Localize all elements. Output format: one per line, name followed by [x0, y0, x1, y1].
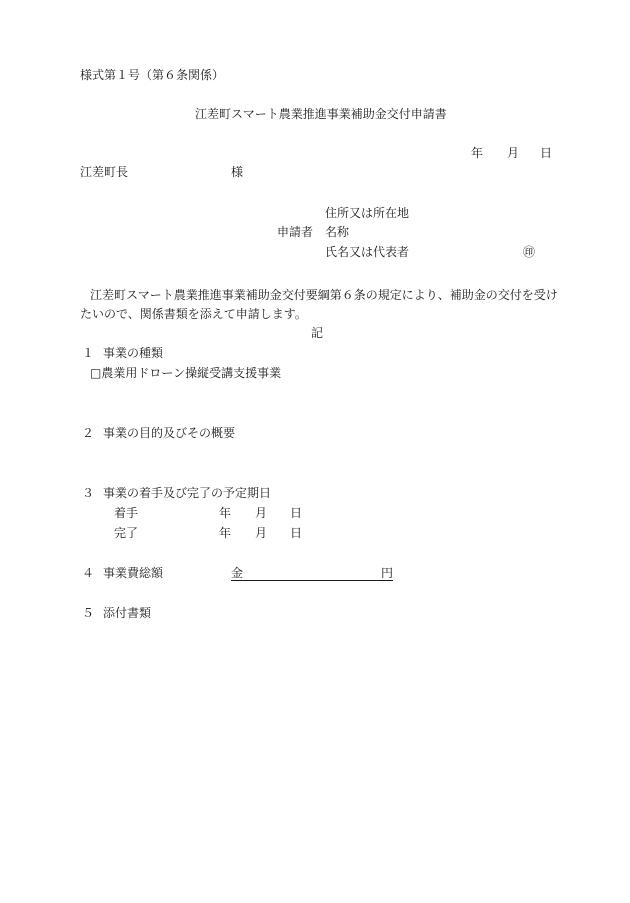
end-day-label: 日 — [290, 526, 303, 540]
addressee-honorific: 様 — [231, 165, 244, 179]
representative-label: 氏名又は代表者 — [325, 245, 410, 259]
date-month-label: 月 — [507, 146, 520, 160]
section-2-title: 事業の目的及びその概要 — [103, 426, 236, 440]
section-1-number: １ — [82, 346, 95, 360]
amount-underline — [231, 580, 393, 581]
seal-mark: ㊞ — [523, 245, 536, 259]
section-5-number: ５ — [82, 606, 95, 620]
page-title: 江差町スマート農業推進事業補助金交付申請書 — [195, 107, 447, 121]
start-month-label: 月 — [255, 506, 268, 520]
section-4-title: 事業費総額 — [103, 566, 164, 580]
end-year-label: 年 — [219, 526, 232, 540]
date-day-label: 日 — [540, 146, 553, 160]
section-3-number: ３ — [82, 486, 95, 500]
name-label: 名称 — [325, 225, 350, 239]
body-text-line-2: たいので、関係書類を添えて申請します。 — [80, 307, 307, 321]
amount-prefix: 金 — [231, 566, 244, 580]
address-label: 住所又は所在地 — [325, 206, 410, 220]
addressee-name: 江差町長 — [80, 165, 129, 179]
amount-suffix: 円 — [381, 566, 394, 580]
body-text-line-1: 江差町スマート農業推進事業補助金交付要綱第６条の規定により、補助金の交付を受け — [90, 288, 558, 302]
section-1-title: 事業の種類 — [103, 346, 164, 360]
start-label: 着手 — [114, 506, 139, 520]
section-3-title: 事業の着手及び完了の予定期日 — [103, 486, 272, 500]
start-day-label: 日 — [290, 506, 303, 520]
ki-heading: 記 — [311, 326, 324, 340]
start-year-label: 年 — [219, 506, 232, 520]
applicant-label: 申請者 — [277, 225, 314, 239]
section-2-number: ２ — [82, 426, 95, 440]
end-label: 完了 — [114, 526, 139, 540]
date-year-label: 年 — [471, 146, 484, 160]
form-number: 様式第１号（第６条関係） — [80, 68, 225, 82]
end-month-label: 月 — [255, 526, 268, 540]
section-5-title: 添付書類 — [103, 606, 152, 620]
section-4-number: ４ — [82, 566, 95, 580]
project-type-option: □農業用ドローン操縦受講支援事業 — [90, 366, 282, 380]
